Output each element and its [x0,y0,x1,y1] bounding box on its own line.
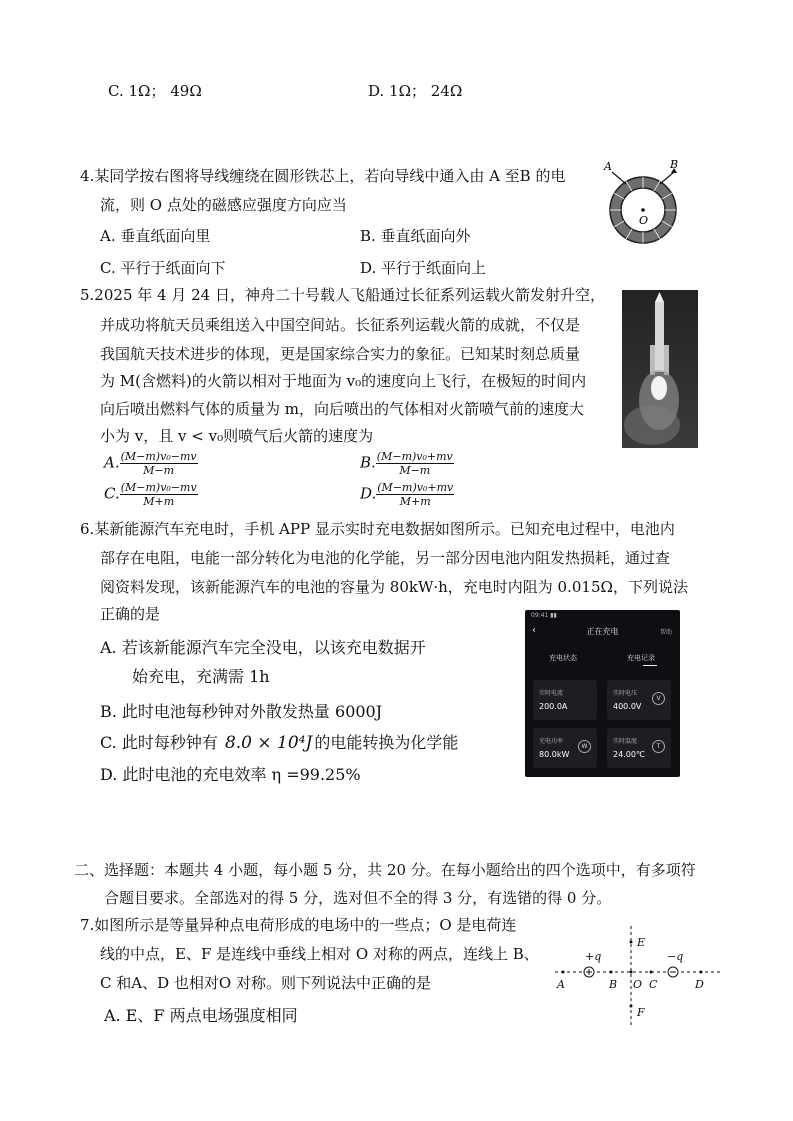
temperature-icon: T [652,740,665,753]
q5-option-c-numerator: (M−m)v₀−mv [120,481,197,494]
q6-stem-line2: 部存在电阻，电能一部分转化为电池的化学能，另一部分因电池内阻发热损耗，通过查 [100,549,671,567]
q5-option-c-denominator: M+m [143,495,175,508]
q5-option-d-numerator: (M−m)v₀+mv [377,481,454,494]
section2-heading-line2: 合题目要求。全部选对的得 5 分，选对但不全的得 3 分，有选错的得 0 分。 [104,889,612,907]
card-temperature [607,728,671,768]
q5-option-a-denominator: M−m [143,464,175,477]
card-current-label: 实时电流 [539,690,564,697]
charge-figure [545,922,730,1032]
q6-option-c-suffix: 的电能转换为化学能 [314,733,459,752]
q5-option-c-label: C. [104,484,120,503]
card-power-value: 80.0kW [539,750,570,759]
fig-point-f: F [637,1006,645,1019]
coil-label-o: O [639,214,649,227]
tab-charging-record: 充电记录 [627,654,655,662]
section2-heading-line1: 二、选择题：本题共 4 小题，每小题 5 分，共 20 分。在每小题给出的四个选项中，有多项符 [74,861,696,879]
coil-label-b: B [670,158,679,171]
q5-stem-line6: 小为 v，且 v < v₀则喷气后火箭的速度为 [100,427,374,445]
q5-option-d-denominator: M+m [399,495,431,508]
fig-point-a: A [557,978,565,991]
card-current-value: 200.0A [539,702,568,711]
q5-option-a [104,450,198,477]
q4-option-d: D. 平行于纸面向上 [360,259,487,277]
charging-app-screenshot [525,610,680,777]
q4-stem-line1: 4.某同学按右图将导线缠绕在圆形铁芯上，若向导线中通入由 A 至B 的电 [80,167,566,185]
q5-stem-line4: 为 M(含燃料)的火箭以相对于地面为 v₀的速度向上飞行，在极短的时间内 [100,372,587,390]
q5-stem-line2: 并成功将航天员乘组送入中国空间站。长征系列运载火箭的成就，不仅是 [100,316,581,334]
fig-point-c: C [649,978,658,991]
q6-option-c-prefix: C. 此时每秒钟有 [100,733,218,752]
tab-indicator [643,665,657,666]
q6-option-c [100,730,458,753]
q6-stem-line4: 正确的是 [100,605,161,623]
card-voltage-value: 400.0V [613,702,642,711]
q4-option-b: B. 垂直纸面向外 [360,227,471,245]
coil-label-a: A [604,160,612,173]
app-title: 正在充电 [586,627,619,636]
q6-option-c-value: 8.0 × 10⁴J [224,733,313,753]
q4-stem-line2: 流，则 O 点处的磁感应强度方向应当 [100,196,347,214]
back-icon: ‹ [532,625,536,636]
card-current [533,680,597,720]
q5-stem-line3: 我国航天技术进步的体现，更是国家综合实力的象征。已知某时刻总质量 [100,345,581,363]
q6-stem-line1: 6.某新能源汽车充电时，手机 APP 显示实时充电数据如图所示。已知充电过程中，电池内 [80,520,675,538]
fig-minus-q: −q [667,950,684,963]
q6-stem-line3: 阅资料发现，该新能源汽车的电池的容量为 80kW·h，充电时内阻为 0.015Ω，下列说法 [100,578,688,596]
card-power [533,728,597,768]
option-d-prev: D. 1Ω； 24Ω [368,82,463,100]
q6-option-d: D. 此时电池的充电效率 η =99.25% [100,765,361,784]
fig-point-o: O [633,978,643,991]
q6-option-a-line1: A. 若该新能源汽车完全没电，以该充电数据开 [100,638,426,657]
card-temperature-value: 24.00℃ [613,750,645,759]
q4-option-a: A. 垂直纸面向里 [100,227,211,245]
fig-point-b: B [609,978,618,991]
q5-option-b [360,450,454,477]
q6-option-a-line2: 始充电，充满需 1h [132,667,270,686]
q7-stem-line2: 线的中点，E、F 是连线中垂线上相对 O 对称的两点，连线上 B、 [100,945,539,963]
q5-option-b-denominator: M−m [399,464,431,477]
card-power-label: 充电功率 [539,738,564,745]
q7-stem-line3: C 和A、D 也相对O 对称。则下列说法中正确的是 [100,974,431,992]
q5-option-c [104,481,198,508]
q5-option-a-label: A. [104,453,120,472]
card-voltage-label: 实时电压 [613,690,638,697]
rocket-photo [622,290,698,448]
q7-option-a: A. E、F 两点电场强度相同 [104,1006,298,1025]
power-icon: W [578,740,591,753]
fig-point-d: D [695,978,704,991]
q4-option-c: C. 平行于纸面向下 [100,259,226,277]
option-c-prev: C. 1Ω； 49Ω [108,82,202,100]
card-voltage [607,680,671,720]
q5-option-b-numerator: (M−m)v₀+mv [376,450,453,463]
q5-option-d-label: D. [360,484,377,503]
q7-stem-line1: 7.如图所示是等量异种点电荷形成的电场中的一些点；O 是电荷连 [80,916,517,934]
app-status-bar: 09:41 ▮▮ [531,612,557,619]
fig-point-e: E [637,936,646,949]
q5-option-b-label: B. [360,453,376,472]
q6-option-b: B. 此时电池每秒钟对外散发热量 6000J [100,702,383,721]
fig-plus-q: +q [585,950,602,963]
q5-option-d [360,481,454,508]
q5-stem-line1: 5.2025 年 4 月 24 日，神舟二十号载人飞船通过长征系列运载火箭发射升空， [80,286,605,304]
q5-stem-line5: 向后喷出燃料气体的质量为 m，向后喷出的气体相对火箭喷气前的速度大 [100,400,584,418]
q5-option-a-numerator: (M−m)v₀−mv [120,450,197,463]
coil-figure [598,158,688,248]
voltage-icon: V [652,692,665,705]
tab-charging-status: 充电状态 [549,654,577,662]
app-help: 帮助 [659,629,672,636]
card-temperature-label: 实时温度 [613,738,638,745]
